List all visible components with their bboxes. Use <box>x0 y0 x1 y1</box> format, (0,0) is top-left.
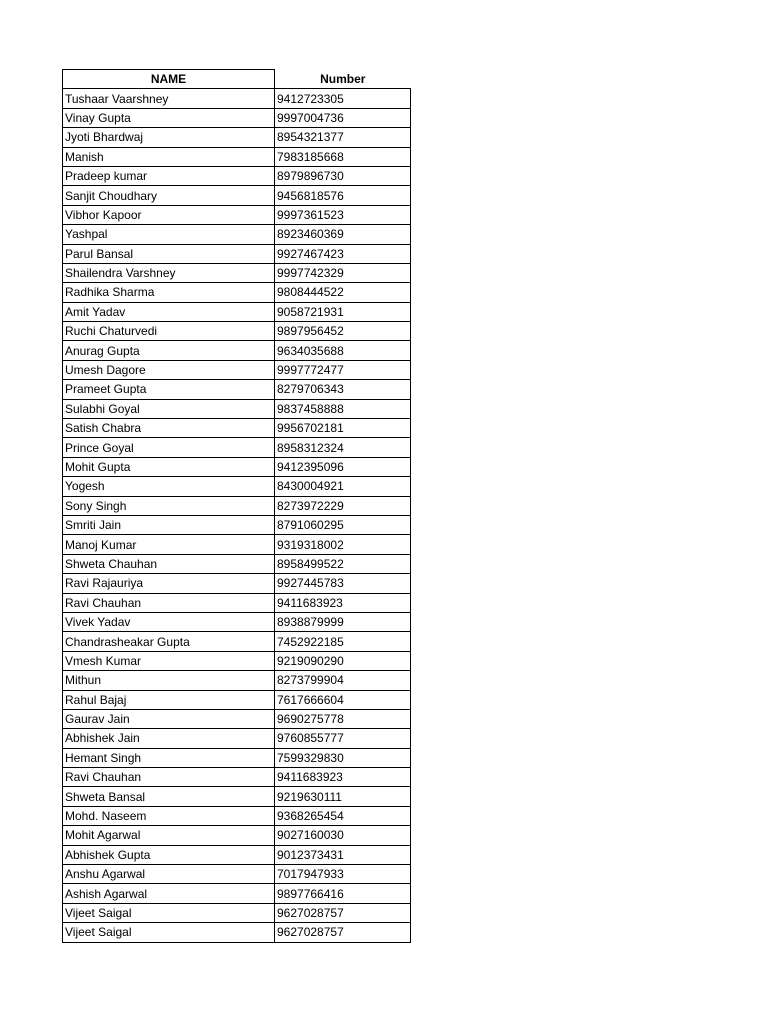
table-row <box>63 632 411 651</box>
contact-name-cell: Sanjit Choudhary <box>63 186 275 205</box>
contact-number-cell: 9627028757 <box>275 903 411 922</box>
table-row <box>63 903 411 922</box>
contact-number-cell: 8923460369 <box>275 225 411 244</box>
table-row <box>63 322 411 341</box>
table-row <box>63 826 411 845</box>
contact-number-cell: 7617666604 <box>275 690 411 709</box>
contact-name-cell: Mohd. Naseem <box>63 806 275 825</box>
contact-number-cell: 9808444522 <box>275 283 411 302</box>
name-column-header: NAME <box>63 70 275 89</box>
contact-number-cell: 9319318002 <box>275 535 411 554</box>
contact-number-cell: 9627028757 <box>275 923 411 942</box>
table-row <box>63 89 411 108</box>
contact-name-cell: Vinay Gupta <box>63 108 275 127</box>
contact-name-cell: Yogesh <box>63 477 275 496</box>
contact-name-cell: Amit Yadav <box>63 302 275 321</box>
contact-name-cell: Manish <box>63 147 275 166</box>
table-row <box>63 225 411 244</box>
table-row <box>63 380 411 399</box>
contact-number-cell: 8273972229 <box>275 496 411 515</box>
table-row <box>63 709 411 728</box>
table-row <box>63 244 411 263</box>
contact-name-cell: Vijeet Saigal <box>63 903 275 922</box>
contact-name-cell: Ravi Chauhan <box>63 768 275 787</box>
contact-name-cell: Ashish Agarwal <box>63 884 275 903</box>
table-row <box>63 612 411 631</box>
contact-number-cell: 8791060295 <box>275 515 411 534</box>
table-row <box>63 341 411 360</box>
table-row <box>63 205 411 224</box>
contact-name-cell: Ravi Rajauriya <box>63 574 275 593</box>
contact-name-cell: Mithun <box>63 671 275 690</box>
contact-name-cell: Pradeep kumar <box>63 166 275 185</box>
contact-sheet <box>62 69 411 943</box>
table-row <box>63 360 411 379</box>
contact-name-cell: Tushaar Vaarshney <box>63 89 275 108</box>
contact-name-cell: Vibhor Kapoor <box>63 205 275 224</box>
contact-name-cell: Radhika Sharma <box>63 283 275 302</box>
contact-name-cell: Vmesh Kumar <box>63 651 275 670</box>
contact-name-cell: Jyoti Bhardwaj <box>63 128 275 147</box>
table-row <box>63 166 411 185</box>
table-row <box>63 748 411 767</box>
contact-number-cell: 9997004736 <box>275 108 411 127</box>
table-row <box>63 593 411 612</box>
contact-name-cell: Smriti Jain <box>63 515 275 534</box>
contact-number-cell: 9411683923 <box>275 768 411 787</box>
contact-name-cell: Chandrasheakar Gupta <box>63 632 275 651</box>
table-row <box>63 419 411 438</box>
table-row <box>63 186 411 205</box>
contact-number-cell: 9634035688 <box>275 341 411 360</box>
contact-number-cell: 9368265454 <box>275 806 411 825</box>
contact-number-cell: 9927445783 <box>275 574 411 593</box>
contact-number-cell: 8273799904 <box>275 671 411 690</box>
table-row <box>63 128 411 147</box>
contact-name-cell: Sulabhi Goyal <box>63 399 275 418</box>
contact-name-cell: Manoj Kumar <box>63 535 275 554</box>
contact-name-cell: Shailendra Varshney <box>63 263 275 282</box>
table-row <box>63 884 411 903</box>
contact-number-cell: 9897956452 <box>275 322 411 341</box>
table-row <box>63 923 411 942</box>
contact-number-cell: 9412395096 <box>275 457 411 476</box>
table-row <box>63 535 411 554</box>
contact-name-cell: Shweta Chauhan <box>63 554 275 573</box>
contact-name-cell: Anurag Gupta <box>63 341 275 360</box>
table-row <box>63 457 411 476</box>
contact-number-cell: 8958499522 <box>275 554 411 573</box>
table-row <box>63 651 411 670</box>
number-column-header: Number <box>275 70 411 89</box>
contact-number-cell: 9956702181 <box>275 419 411 438</box>
contact-number-cell: 9997361523 <box>275 205 411 224</box>
header-row <box>63 70 411 89</box>
contact-name-cell: Prameet Gupta <box>63 380 275 399</box>
table-row <box>63 438 411 457</box>
contact-number-cell: 7983185668 <box>275 147 411 166</box>
table-row <box>63 283 411 302</box>
contact-name-cell: Prince Goyal <box>63 438 275 457</box>
contact-number-cell: 7599329830 <box>275 748 411 767</box>
contact-number-cell: 9219090290 <box>275 651 411 670</box>
table-row <box>63 554 411 573</box>
table-row <box>63 574 411 593</box>
contact-name-cell: Vivek Yadav <box>63 612 275 631</box>
contact-name-cell: Sony Singh <box>63 496 275 515</box>
contact-number-cell: 8979896730 <box>275 166 411 185</box>
contact-name-cell: Umesh Dagore <box>63 360 275 379</box>
contact-number-cell: 9837458888 <box>275 399 411 418</box>
table-row <box>63 263 411 282</box>
table-row <box>63 845 411 864</box>
contact-name-cell: Anshu Agarwal <box>63 865 275 884</box>
contact-number-cell: 9411683923 <box>275 593 411 612</box>
table-row <box>63 690 411 709</box>
contact-name-cell: Ruchi Chaturvedi <box>63 322 275 341</box>
contact-number-cell: 9997772477 <box>275 360 411 379</box>
contacts-table <box>62 69 411 943</box>
contact-number-cell: 9012373431 <box>275 845 411 864</box>
contact-number-cell: 9456818576 <box>275 186 411 205</box>
contact-name-cell: Yashpal <box>63 225 275 244</box>
contact-name-cell: Parul Bansal <box>63 244 275 263</box>
contact-name-cell: Hemant Singh <box>63 748 275 767</box>
contact-name-cell: Satish Chabra <box>63 419 275 438</box>
contact-name-cell: Shweta Bansal <box>63 787 275 806</box>
table-row <box>63 477 411 496</box>
contact-number-cell: 9997742329 <box>275 263 411 282</box>
table-row <box>63 496 411 515</box>
table-row <box>63 787 411 806</box>
contact-name-cell: Ravi Chauhan <box>63 593 275 612</box>
contact-number-cell: 9219630111 <box>275 787 411 806</box>
contact-name-cell: Mohit Agarwal <box>63 826 275 845</box>
table-row <box>63 671 411 690</box>
contact-name-cell: Gaurav Jain <box>63 709 275 728</box>
contact-number-cell: 8958312324 <box>275 438 411 457</box>
table-body <box>63 89 411 942</box>
table-row <box>63 399 411 418</box>
contact-number-cell: 9058721931 <box>275 302 411 321</box>
contact-number-cell: 8430004921 <box>275 477 411 496</box>
table-row <box>63 768 411 787</box>
table-row <box>63 108 411 127</box>
table-row <box>63 147 411 166</box>
contact-number-cell: 9690275778 <box>275 709 411 728</box>
table-row <box>63 729 411 748</box>
contact-number-cell: 7017947933 <box>275 865 411 884</box>
contact-number-cell: 9027160030 <box>275 826 411 845</box>
contact-number-cell: 8279706343 <box>275 380 411 399</box>
contact-number-cell: 9760855777 <box>275 729 411 748</box>
contact-number-cell: 9927467423 <box>275 244 411 263</box>
contact-name-cell: Vijeet Saigal <box>63 923 275 942</box>
contact-number-cell: 9412723305 <box>275 89 411 108</box>
contact-number-cell: 9897766416 <box>275 884 411 903</box>
contact-name-cell: Abhishek Gupta <box>63 845 275 864</box>
table-row <box>63 302 411 321</box>
contact-number-cell: 8938879999 <box>275 612 411 631</box>
contact-name-cell: Abhishek Jain <box>63 729 275 748</box>
contact-name-cell: Rahul Bajaj <box>63 690 275 709</box>
contact-number-cell: 7452922185 <box>275 632 411 651</box>
table-row <box>63 806 411 825</box>
contact-number-cell: 8954321377 <box>275 128 411 147</box>
contact-name-cell: Mohit Gupta <box>63 457 275 476</box>
table-row <box>63 865 411 884</box>
table-row <box>63 515 411 534</box>
